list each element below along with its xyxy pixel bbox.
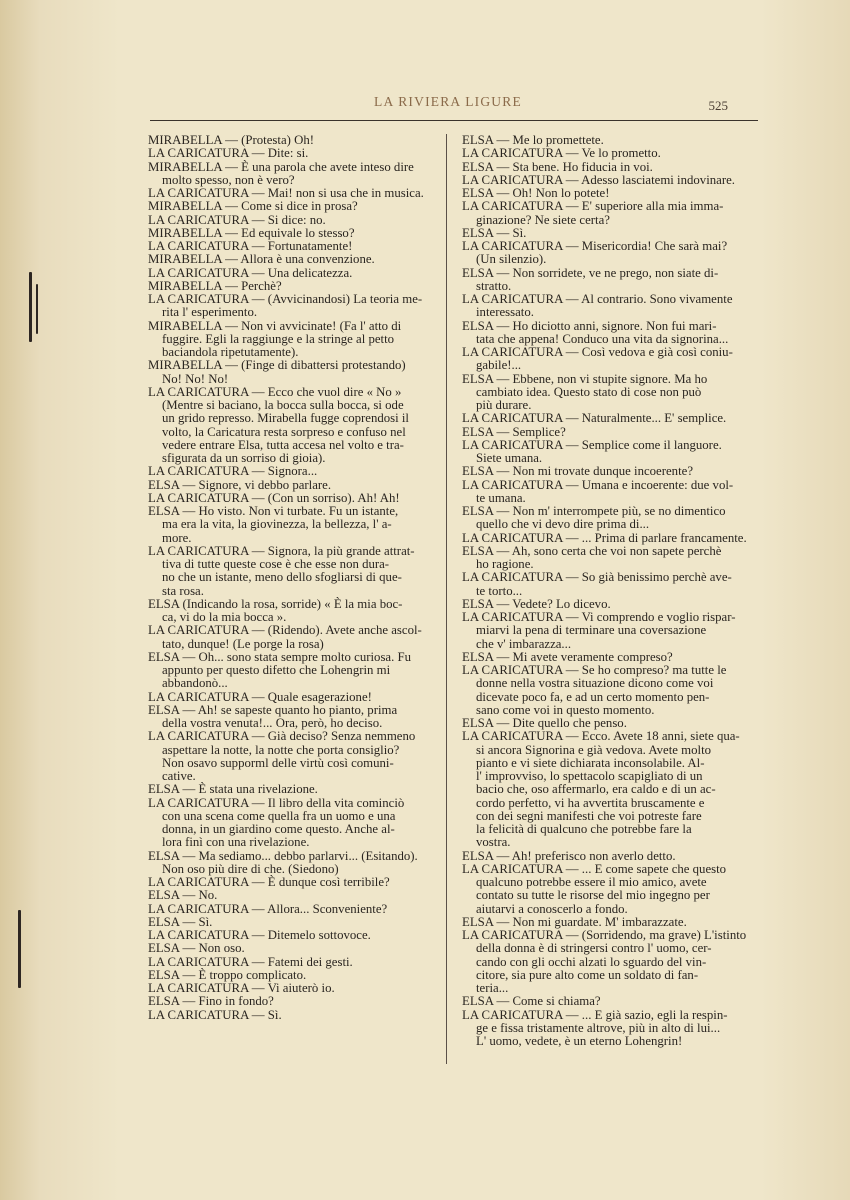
dialogue-line: ELSA — Oh! Non lo potete! xyxy=(462,186,610,200)
dialogue-line: ELSA — Signore, vi debbo parlare. xyxy=(148,477,332,492)
dialogue-line: tato, dunque! (Le porge la rosa) xyxy=(162,636,324,651)
dialogue-line: LA CARICATURA — So già benissimo perchè ave- xyxy=(462,570,732,585)
left-column xyxy=(148,134,444,1022)
dialogue-line: gabile!... xyxy=(476,358,522,373)
dialogue-line: ginazione? Ne siete certa? xyxy=(476,212,610,227)
dialogue-line: LA CARICATURA — ... E già sazio, egli la respin- xyxy=(462,1007,728,1022)
dialogue-line: LA CARICATURA — Umana e incoerente: due vol- xyxy=(462,477,734,492)
dialogue-line: che v' imbarazza... xyxy=(476,636,572,651)
dialogue-line: ELSA — Semplice? xyxy=(462,424,566,439)
dialogue-line: LA CARICATURA — E' superiore alla mia imma- xyxy=(462,199,724,214)
dialogue-line: contato su tutte le risorse del mio ingegno per xyxy=(476,888,710,903)
dialogue-line: sta rosa. xyxy=(162,583,204,598)
dialogue-line: ELSA — Sì. xyxy=(148,914,213,929)
dialogue-line: ELSA — È stata una rivelazione. xyxy=(148,782,318,797)
dialogue-line: ELSA — Non sorridete, ve ne prego, non siate di- xyxy=(462,265,719,280)
dialogue-line: ELSA — Sta bene. Ho fiducia in voi. xyxy=(462,159,653,174)
dialogue-line: te torto... xyxy=(476,583,523,598)
dialogue-line: LA CARICATURA — Ecco che vuol dire « No » xyxy=(148,384,402,399)
dialogue-line: ELSA — Ah, sono certa che voi non sapete perchè xyxy=(462,543,722,558)
dialogue-line: ELSA — Ah! se sapeste quanto ho pianto, prima xyxy=(148,702,398,717)
dialogue-line: rita l' esperimento. xyxy=(162,305,258,320)
dialogue-line: qualcuno potrebbe essere il mio amico, avete xyxy=(476,875,707,889)
page-header xyxy=(150,94,758,121)
dialogue-line: ELSA — Non oso. xyxy=(148,941,245,956)
dialogue-line: LA CARICATURA — Adesso lasciatemi indovinare. xyxy=(462,172,735,187)
dialogue-line: LA CARICATURA — Si dice: no. xyxy=(148,212,326,227)
dialogue-line: teria... xyxy=(476,981,509,995)
dialogue-line: MIRABELLA — Non vi avvicinate! (Fa l' atto di xyxy=(148,318,402,333)
dialogue-line: ELSA — Sì. xyxy=(462,225,527,240)
dialogue-line: stratto. xyxy=(476,278,512,293)
dialogue-line: LA CARICATURA — Una delicatezza. xyxy=(148,265,353,280)
dialogue-line: LA CARICATURA — Vi comprendo e voglio rispar- xyxy=(462,610,736,624)
dialogue-line: cative. xyxy=(162,769,196,783)
dialogue-line: ELSA — Ho visto. Non vi turbate. Fu un istante, xyxy=(148,504,399,518)
dialogue-line: dicevate poco fa, e ad un certo momento pen- xyxy=(476,689,710,704)
dialogue-line: MIRABELLA — Come si dice in prosa? xyxy=(148,199,358,214)
dialogue-line: LA CARICATURA — Già deciso? Senza nemmeno xyxy=(148,729,416,744)
binding-mark xyxy=(18,910,21,988)
dialogue-line: LA CARICATURA — Se ho compreso? ma tutte le xyxy=(462,663,727,677)
dialogue-line: cando con gli occhi alzati lo sguardo del vin- xyxy=(476,954,707,969)
dialogue-line: (Un silenzio). xyxy=(476,252,547,267)
dialogue-line: LA CARICATURA — Mai! non si usa che in musica. xyxy=(148,186,424,200)
dialogue-line: LA CARICATURA — (Con un sorriso). Ah! Ah! xyxy=(148,490,400,505)
dialogue-line: LA CARICATURA — (Avvicinandosi) La teoria me- xyxy=(148,292,423,306)
dialogue-line: LA CARICATURA — Ditemelo sottovoce. xyxy=(148,928,371,942)
dialogue-line: tiva di tutte queste cose è che esse non dura- xyxy=(162,557,390,571)
dialogue-line: miarvi la pena di terminare una coversazione xyxy=(476,623,707,638)
dialogue-line: citore, sia pure alto come un soldato di fan- xyxy=(476,967,699,982)
dialogue-line: un grido represso. Mirabella fugge coprendosi il xyxy=(162,411,409,426)
dialogue-line: LA CARICATURA — ... Prima di parlare francamente. xyxy=(462,530,747,545)
dialogue-line: ho ragione. xyxy=(476,557,534,571)
binding-mark xyxy=(36,284,38,334)
column-divider xyxy=(446,134,447,1064)
dialogue-line: MIRABELLA — È una parola che avete inteso dire xyxy=(148,159,414,174)
dialogue-line: ELSA — Ebbene, non vi stupite signore. Ma ho xyxy=(462,371,708,386)
dialogue-line: più durare. xyxy=(476,398,532,412)
dialogue-line: della vostra venuta!... Ora, però, ho deciso. xyxy=(162,716,383,730)
dialogue-line: LA CARICATURA — Signora... xyxy=(148,464,318,479)
dialogue-line: (Mentre si baciano, la bocca sulla bocca, si ode xyxy=(162,398,404,412)
dialogue-line: si ancora Signorina e già vedova. Avete molto xyxy=(476,742,712,757)
dialogue-line: bacio che, oso affermarlo, era caldo e di un ac- xyxy=(476,782,716,797)
dialogue-line: LA CARICATURA — (Ridendo). Avete anche ascol- xyxy=(148,623,422,638)
dialogue-line: molto spesso, non è vero? xyxy=(162,172,295,187)
dialogue-line: ma era la vita, la giovinezza, la bellezza, l' a- xyxy=(162,517,392,532)
dialogue-line: ELSA — Vedete? Lo dicevo. xyxy=(462,596,611,611)
dialogue-line: donna, in un giardino come questo. Anche al- xyxy=(162,822,395,836)
dialogue-line: LA CARICATURA — Ve lo prometto. xyxy=(462,146,661,161)
dialogue-line: LA CARICATURA — È dunque così terribile? xyxy=(148,875,390,889)
dialogue-line: ELSA — Ho diciotto anni, signore. Non fui mari- xyxy=(462,318,717,333)
dialogue-line: ELSA — Ma sediamo... debbo parlarvi... (Esitando). xyxy=(148,848,418,863)
dialogue-line: LA CARICATURA — Quale esagerazione! xyxy=(148,689,372,704)
dialogue-line: appunto per questo difetto che Lohengrin mi xyxy=(162,663,391,677)
dialogue-line: ELSA — No. xyxy=(148,888,218,903)
dialogue-line: LA CARICATURA — Signora, la più grande attrat- xyxy=(148,543,415,558)
dialogue-line: MIRABELLA — Allora è una convenzione. xyxy=(148,252,375,267)
dialogue-line: aspettare la notte, la notte che porta consiglio? xyxy=(162,742,400,757)
dialogue-line: MIRABELLA — Perchè? xyxy=(148,278,282,293)
dialogue-line: LA CARICATURA — Allora... Sconveniente? xyxy=(148,901,388,916)
dialogue-line: LA CARICATURA — Così vedova e già così coniu- xyxy=(462,345,733,359)
dialogue-line: cambiato idea. Questo stato di cose non può xyxy=(476,384,702,399)
dialogue-line: LA CARICATURA — Dite: si. xyxy=(148,146,309,161)
dialogue-line: LA CARICATURA — ... E come sapete che questo xyxy=(462,861,727,876)
dialogue-line: ELSA (Indicando la rosa, sorride) « È la mia boc- xyxy=(148,596,403,611)
dialogue-line: sfigurata da un sorriso di gioia). xyxy=(162,451,326,465)
dialogue-line: la felicità di qualcuno che potrebbe fare la xyxy=(476,822,692,836)
dialogue-line: l' improvviso, lo spettacolo scapigliato di un xyxy=(476,769,703,783)
dialogue-line: ELSA — È troppo complicato. xyxy=(148,967,307,982)
dialogue-line: ELSA — Me lo promettete. xyxy=(462,133,604,147)
dialogue-line: L' uomo, vedete, è un eterno Lohengrin! xyxy=(476,1034,683,1048)
dialogue-line: ELSA — Non m' interrompete più, se no dimentico xyxy=(462,504,726,518)
dialogue-line: tata che appena! Conduco una vita da signorina... xyxy=(476,331,729,346)
dialogue-line: LA CARICATURA — (Sorridendo, ma grave) L'istinto xyxy=(462,928,747,942)
dialogue-line: volto, la Caricatura resta sorpreso e confuso nel xyxy=(162,424,406,439)
dialogue-line: no che un istante, meno dello sfogliarsi di que- xyxy=(162,570,402,585)
dialogue-line: ELSA — Ah! preferisco non averlo detto. xyxy=(462,848,676,863)
dialogue-line: LA CARICATURA — Vi aiuterò io. xyxy=(148,981,335,995)
dialogue-line: ge e fissa tristamente altrove, più in alto di lui... xyxy=(476,1020,721,1035)
dialogue-line: vostra. xyxy=(476,835,511,850)
dialogue-line: donne nella vostra situazione dicono come voi xyxy=(476,676,714,691)
dialogue-line: lora finì con una rivelazione. xyxy=(162,835,310,850)
dialogue-line: ELSA — Oh... sono stata sempre molto curiosa. Fu xyxy=(148,649,412,664)
dialogue-line: pianto e vi siete dichiarata inconsolabile. Al- xyxy=(476,755,705,770)
dialogue-line: LA CARICATURA — Misericordia! Che sarà mai? xyxy=(462,239,728,253)
dialogue-line: interessato. xyxy=(476,305,534,320)
dialogue-line: ELSA — Non mi trovate dunque incoerente? xyxy=(462,464,693,479)
dialogue-line: te umana. xyxy=(476,490,526,505)
dialogue-line: LA CARICATURA — Fatemi dei gesti. xyxy=(148,954,353,969)
dialogue-line: con una scena come quella fra un uomo e una xyxy=(162,808,396,823)
dialogue-line: LA CARICATURA — Ecco. Avete 18 anni, siete qua- xyxy=(462,729,740,744)
dialogue-line: baciandola ripetutamente). xyxy=(162,345,299,359)
dialogue-line: more. xyxy=(162,530,192,545)
dialogue-line: LA CARICATURA — Al contrario. Sono vivamente xyxy=(462,292,733,306)
right-column xyxy=(462,134,758,1048)
dialogue-line: LA CARICATURA — Semplice come il languore. xyxy=(462,437,722,452)
dialogue-line: della donna è di stringersi contro l' uomo, cer- xyxy=(476,941,712,956)
dialogue-line: cordo perfetto, vi ha avvertita bruscamente e xyxy=(476,795,705,810)
dialogue-line: aiutarvi a conoscerlo a fondo. xyxy=(476,901,628,916)
binding-mark xyxy=(29,272,32,342)
dialogue-line: sano come voi in questo momento. xyxy=(476,702,655,717)
running-title: LA RIVIERA LIGURE xyxy=(374,94,522,109)
dialogue-line: Siete umana. xyxy=(476,451,543,465)
dialogue-line: LA CARICATURA — Sì. xyxy=(148,1007,282,1022)
dialogue-line: LA CARICATURA — Naturalmente... E' semplice. xyxy=(462,411,727,426)
dialogue-line: con dei segni manifesti che voi potreste fare xyxy=(476,808,702,823)
dialogue-line: MIRABELLA — Ed equivale lo stesso? xyxy=(148,225,355,240)
dialogue-line: ELSA — Dite quello che penso. xyxy=(462,716,627,730)
dialogue-line: ELSA — Mi avete veramente compreso? xyxy=(462,649,673,664)
dialogue-line: ELSA — Non mi guardate. M' imbarazzate. xyxy=(462,914,687,929)
dialogue-line: ELSA — Fino in fondo? xyxy=(148,994,274,1009)
dialogue-line: vedere entrare Elsa, tutta accesa nel volto e tra- xyxy=(162,437,404,452)
dialogue-line: LA CARICATURA — Il libro della vita cominciò xyxy=(148,795,405,810)
dialogue-line: LA CARICATURA — Fortunatamente! xyxy=(148,239,353,253)
dialogue-line: ca, vi do la mia bocca ». xyxy=(162,610,287,624)
dialogue-line: Non osavo supporml delle virtù così comuni- xyxy=(162,755,394,770)
dialogue-line: No! No! No! xyxy=(162,371,229,386)
dialogue-line: MIRABELLA — (Finge di dibattersi protestando) xyxy=(148,358,406,373)
dialogue-line: quello che vi devo dire prima di... xyxy=(476,517,650,532)
dialogue-line: Non oso più dire di che. (Siedono) xyxy=(162,861,339,876)
dialogue-line: MIRABELLA — (Protesta) Oh! xyxy=(148,133,314,147)
dialogue-line: abbandonò... xyxy=(162,676,228,691)
dialogue-line: fuggire. Egli la raggiunge e la stringe al petto xyxy=(162,331,395,346)
dialogue-line: ELSA — Come si chiama? xyxy=(462,994,601,1009)
page-number: 525 xyxy=(708,98,728,113)
